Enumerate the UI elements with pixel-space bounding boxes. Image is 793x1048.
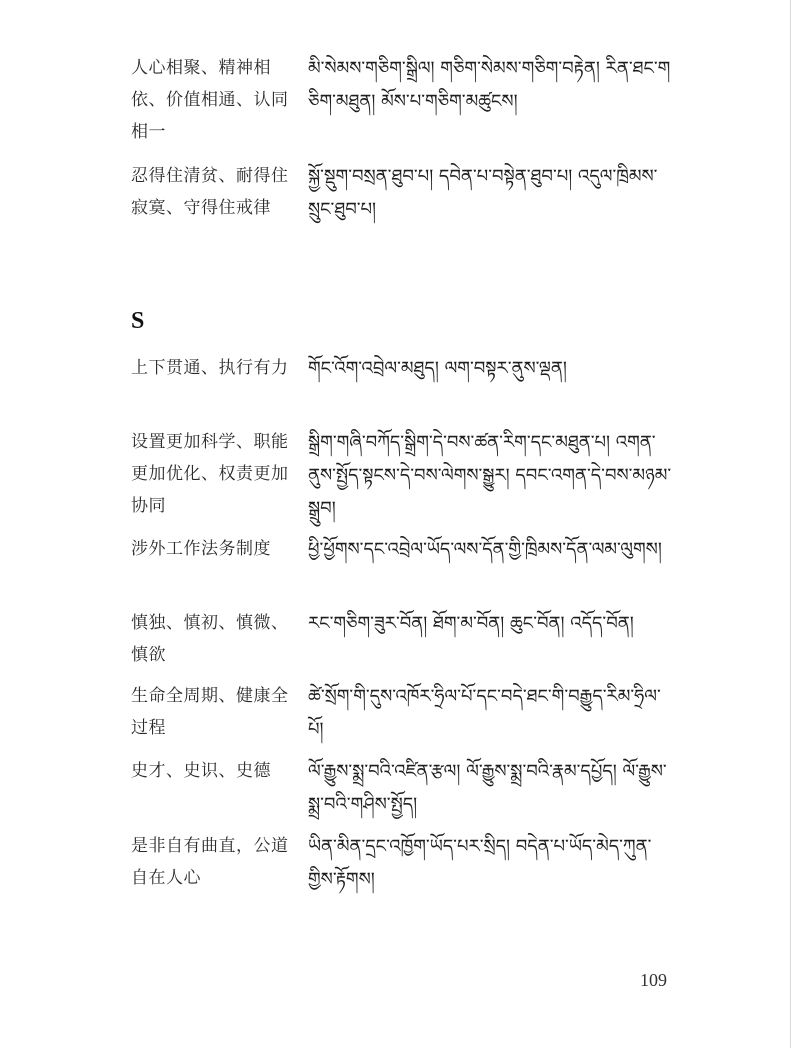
tibetan-translation: རང་གཅིག་ཟུར་བོན། ཐོག་མ་བོན། ཆུང་བོན། འདོད་བོན།: [308, 613, 634, 634]
tibetan-translation: གོང་འོག་འབྲེལ་མཐུད། ལག་བསྟར་ནུས་ལྡན།: [308, 358, 567, 379]
chinese-term: 慎独、慎初、慎微、慎欲: [131, 613, 289, 665]
chinese-term: 设置更加科学、职能更加优化、权责更加协同: [131, 432, 289, 516]
chinese-term: 涉外工作法务制度: [131, 539, 271, 559]
chinese-term: 人心相聚、精神相依、价值相通、认同相一: [131, 58, 289, 142]
chinese-term: 生命全周期、健康全过程: [131, 686, 289, 738]
glossary-entry: [131, 680, 676, 746]
tibetan-translation: ཚེ་སྲོག་གི་དུས་འཁོར་ཧྲིལ་པོ་དང་བདེ་ཐང་གི་བརྒྱུད་རིམ་ཧྲིལ་པོ།: [308, 686, 661, 740]
glossary-entry: [131, 352, 676, 385]
chinese-term: 忍得住清贫、耐得住寂寞、守得住戒律: [131, 166, 289, 218]
glossary-entry: [131, 607, 676, 671]
chinese-term: 上下贯通、执行有力: [131, 358, 289, 378]
tibetan-translation: ལོ་རྒྱུས་སྨྲ་བའི་འཛིན་རྩལ། ལོ་རྒྱུས་སྨྲ་བའི་རྣམ་དཔྱོད། ལོ་རྒྱུས་སྨྲ་བའི་གཤིས་སྤྱོད།: [308, 761, 667, 815]
glossary-entry: [131, 52, 676, 148]
tibetan-translation: མི་སེམས་གཅིག་སྒྲིལ། གཅིག་སེམས་གཅིག་བརྟེན། རིན་ཐང་གཅིག་མཐུན། མོས་པ་གཅིག་མཚུངས།: [308, 58, 671, 112]
tibetan-translation: སྒྲིག་གཞི་བཀོད་སྒྲིག་དེ་བས་ཚན་རིག་དང་མཐུན་པ། འགན་ནུས་སྤྱོད་སྟངས་དེ་བས་ལེགས་སྒྱུར། དབང་འགན་དེ་བས་མཉམ་སྒྲུབ།: [308, 432, 672, 519]
tibetan-translation: སྐྱོ་སྡུག་བསྲན་ཐུབ་པ། དབེན་པ་བསྟེན་ཐུབ་པ། འདུལ་ཁྲིམས་སྲུང་ཐུབ་པ།: [308, 166, 658, 220]
page-edge-line: [790, 0, 791, 1048]
page-number: 109: [640, 970, 667, 990]
chinese-term: 史才、史识、史德: [131, 761, 271, 781]
chinese-term: 是非自有曲直，公道自在人心: [131, 836, 289, 888]
tibetan-translation: ཕྱི་ཕྱོགས་དང་འབྲེལ་ཡོད་ལས་དོན་གྱི་ཁྲིམས་དོན་ལམ་ལུགས།: [308, 539, 662, 560]
glossary-entry: [131, 533, 676, 566]
glossary-entry: [131, 755, 676, 821]
tibetan-translation: ཡིན་མིན་དྲང་འཁྱོག་ཡོད་པར་སྲིད། བདེན་པ་ཡོད་མེད་ཀུན་གྱིས་རྟོགས།: [308, 836, 652, 890]
glossary-entry: [131, 830, 676, 896]
glossary-entry: [131, 426, 676, 525]
section-heading: S: [131, 308, 145, 334]
glossary-entry: [131, 160, 676, 226]
